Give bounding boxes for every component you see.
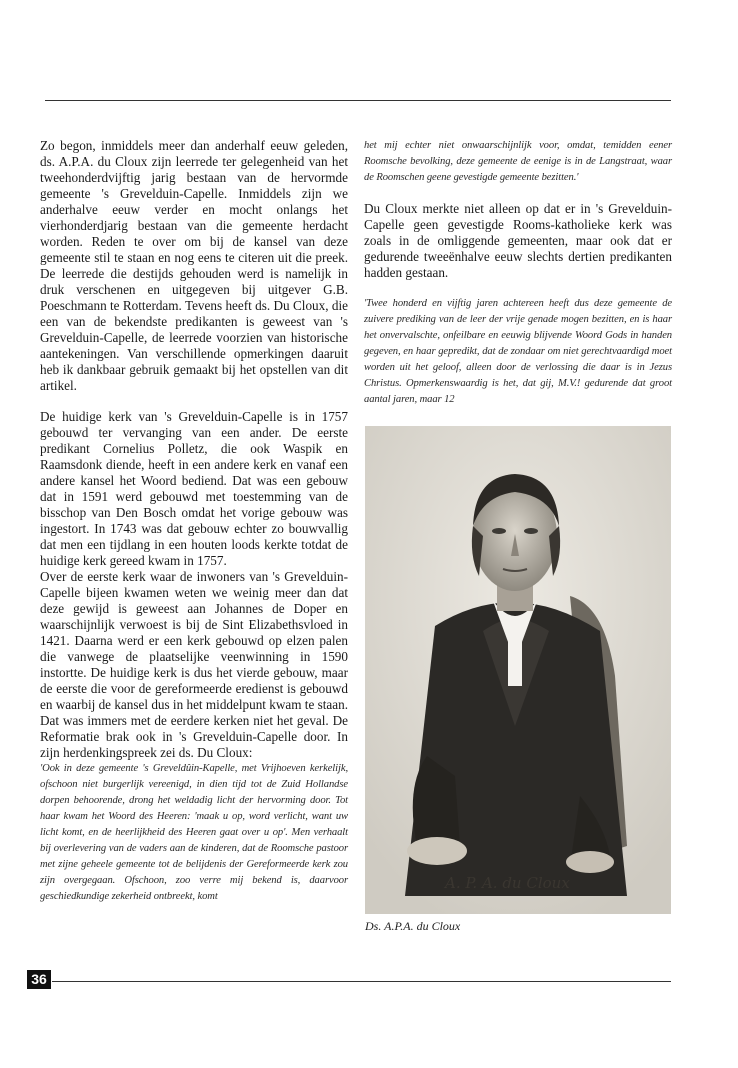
top-rule: [45, 100, 671, 101]
bottom-rule: [52, 981, 671, 982]
portrait-image: [365, 426, 671, 914]
body-paragraph: Over de eerste kerk waar de inwoners van 's Grevelduin-Capelle bijeen kwamen weten we weinig meer dan dat deze gewijd is geweest aan Johannes de Doper en waarschijnlijk verwoest is bij de Sint Elizabethsvloed in 1421. Daarna werd er een kerk gebouwd op elzen palen die vanwege de plaatselijke veenwinning in 1590 instortte. De huidige kerk is dus het vierde gebouw, maar de eerste die voor de gereformeerde eredienst is gebouwd en waarbij de kansel dus in het middelpunt kwam te staan. Dat was immers met de eerdere kerken niet het geval. De Reformatie brak ook in 's Grevelduin-Capelle door. In zijn herdenkingspreek zei ds. Du Cloux:: [40, 569, 348, 760]
sermon-quote: 'Ook in deze gemeente 's Greveldûin-Kapelle, met Vrijhoeven kerkelijk, ofschoon niet burgerlijk vereenigd, in dien tijd tot de Zuid Hollandse dorpen behoorende, drong het weldadig licht der hervorming door. Tot haar kwam het Woord des Heeren: 'maak u op, word verlicht, want uw licht komt, en de heerlijkheid des Heeren gaat over u op'. Men verhaalt bij overlevering van de vaders aan de kinderen, dat de Roomsche pastoor met zijne geheele gemeente tot de belijdenis der Gereformeerde kerk zou zijn overgegaan. Ofschoon, zoo verre mij bekend is, daarvoor geschiedkundige zekerheid ontbreekt, komt: [40, 763, 348, 902]
sermon-quote: het mij echter niet onwaarschijnlijk voor, omdat, temidden eener Roomsche bevolking, deze gemeente de eenige is in de Langstraat, waar de Roomschen geene gevestigde gemeente bezitten.': [364, 140, 672, 183]
right-column: [364, 138, 672, 408]
portrait-signature: A. P. A. du Cloux: [445, 874, 570, 892]
body-paragraph: Du Cloux merkte niet alleen op dat er in 's Grevelduin-Capelle geen gevestigde Rooms-katholieke kerk was zoals in de omliggende gemeenten, maar ook dat er gedurende tweeënhalve eeuw slechts dertien predikanten hadden gestaan.: [364, 201, 672, 280]
body-paragraph: De huidige kerk van 's Grevelduin-Capelle is in 1757 gebouwd ter vervanging van een ander. De eerste predikant Cornelius Polletz, die ook Waspik en Raamsdonk diende, heeft in een andere kerk en vanaf een andere kansel het Woord bediend. Dat was een gebouw dat in 1591 werd gebouwd met toestemming van de bisschop van Den Bosch omdat het vorige gebouw was ingestort. In 1743 was dat gebouw echter zo bouwvallig dat men een tijdlang in een houten loods kerkte totdat de huidige kerk gereed kwam in 1757.: [40, 409, 348, 568]
portrait-caption: Ds. A.P.A. du Cloux: [365, 919, 461, 933]
body-paragraph: Zo begon, inmiddels meer dan anderhalf eeuw geleden, ds. A.P.A. du Cloux zijn leerrede ter gelegenheid van het tweehonderdvijftig jarig bestaan van de hervormde gemeente 's Grevelduin-Capelle. Inmiddels zijn we anderhalve eeuw verder en mocht onlangs het vierhonderdjarig bestaan van die gemeente herdacht worden. Reden te over om bij de kansel van deze gemeente stil te staan en nog eens te citeren uit die preek. De leerrede die destijds gehouden werd is namelijk in druk verschenen en uitgegeven bij uitgever G.B. Poeschmann te Rotterdam. Tevens heeft ds. Du Cloux, die een van de bekendste predikanten is geweest van 's Grevelduin-Capelle, de leerrede voorzien van historische aantekeningen. Van verschillende opmerkingen daaruit heb ik dankbaar gebruik gemaakt bij het opstellen van dit artikel.: [40, 138, 348, 393]
sermon-quote: 'Twee honderd en vijftig jaren achtereen heeft dus deze gemeente de zuivere prediking van de leer der vrije genade mogen bezitten, en is haar het onvervalschte, onfeilbare en eeuwig blijvende Woord Gods in handen gegeven, en haar gepredikt, dat de zondaar om niet gerechtvaardigd moet worden uit het geloof, alleen door de verlossing die daar is in Jezus Christus. Opmerkenswaardig is het, dat gij, M.V.! gedurende dat groot aantal jaren, maar 12: [364, 298, 672, 405]
left-column: [40, 138, 348, 905]
page-number: 36: [27, 970, 51, 989]
